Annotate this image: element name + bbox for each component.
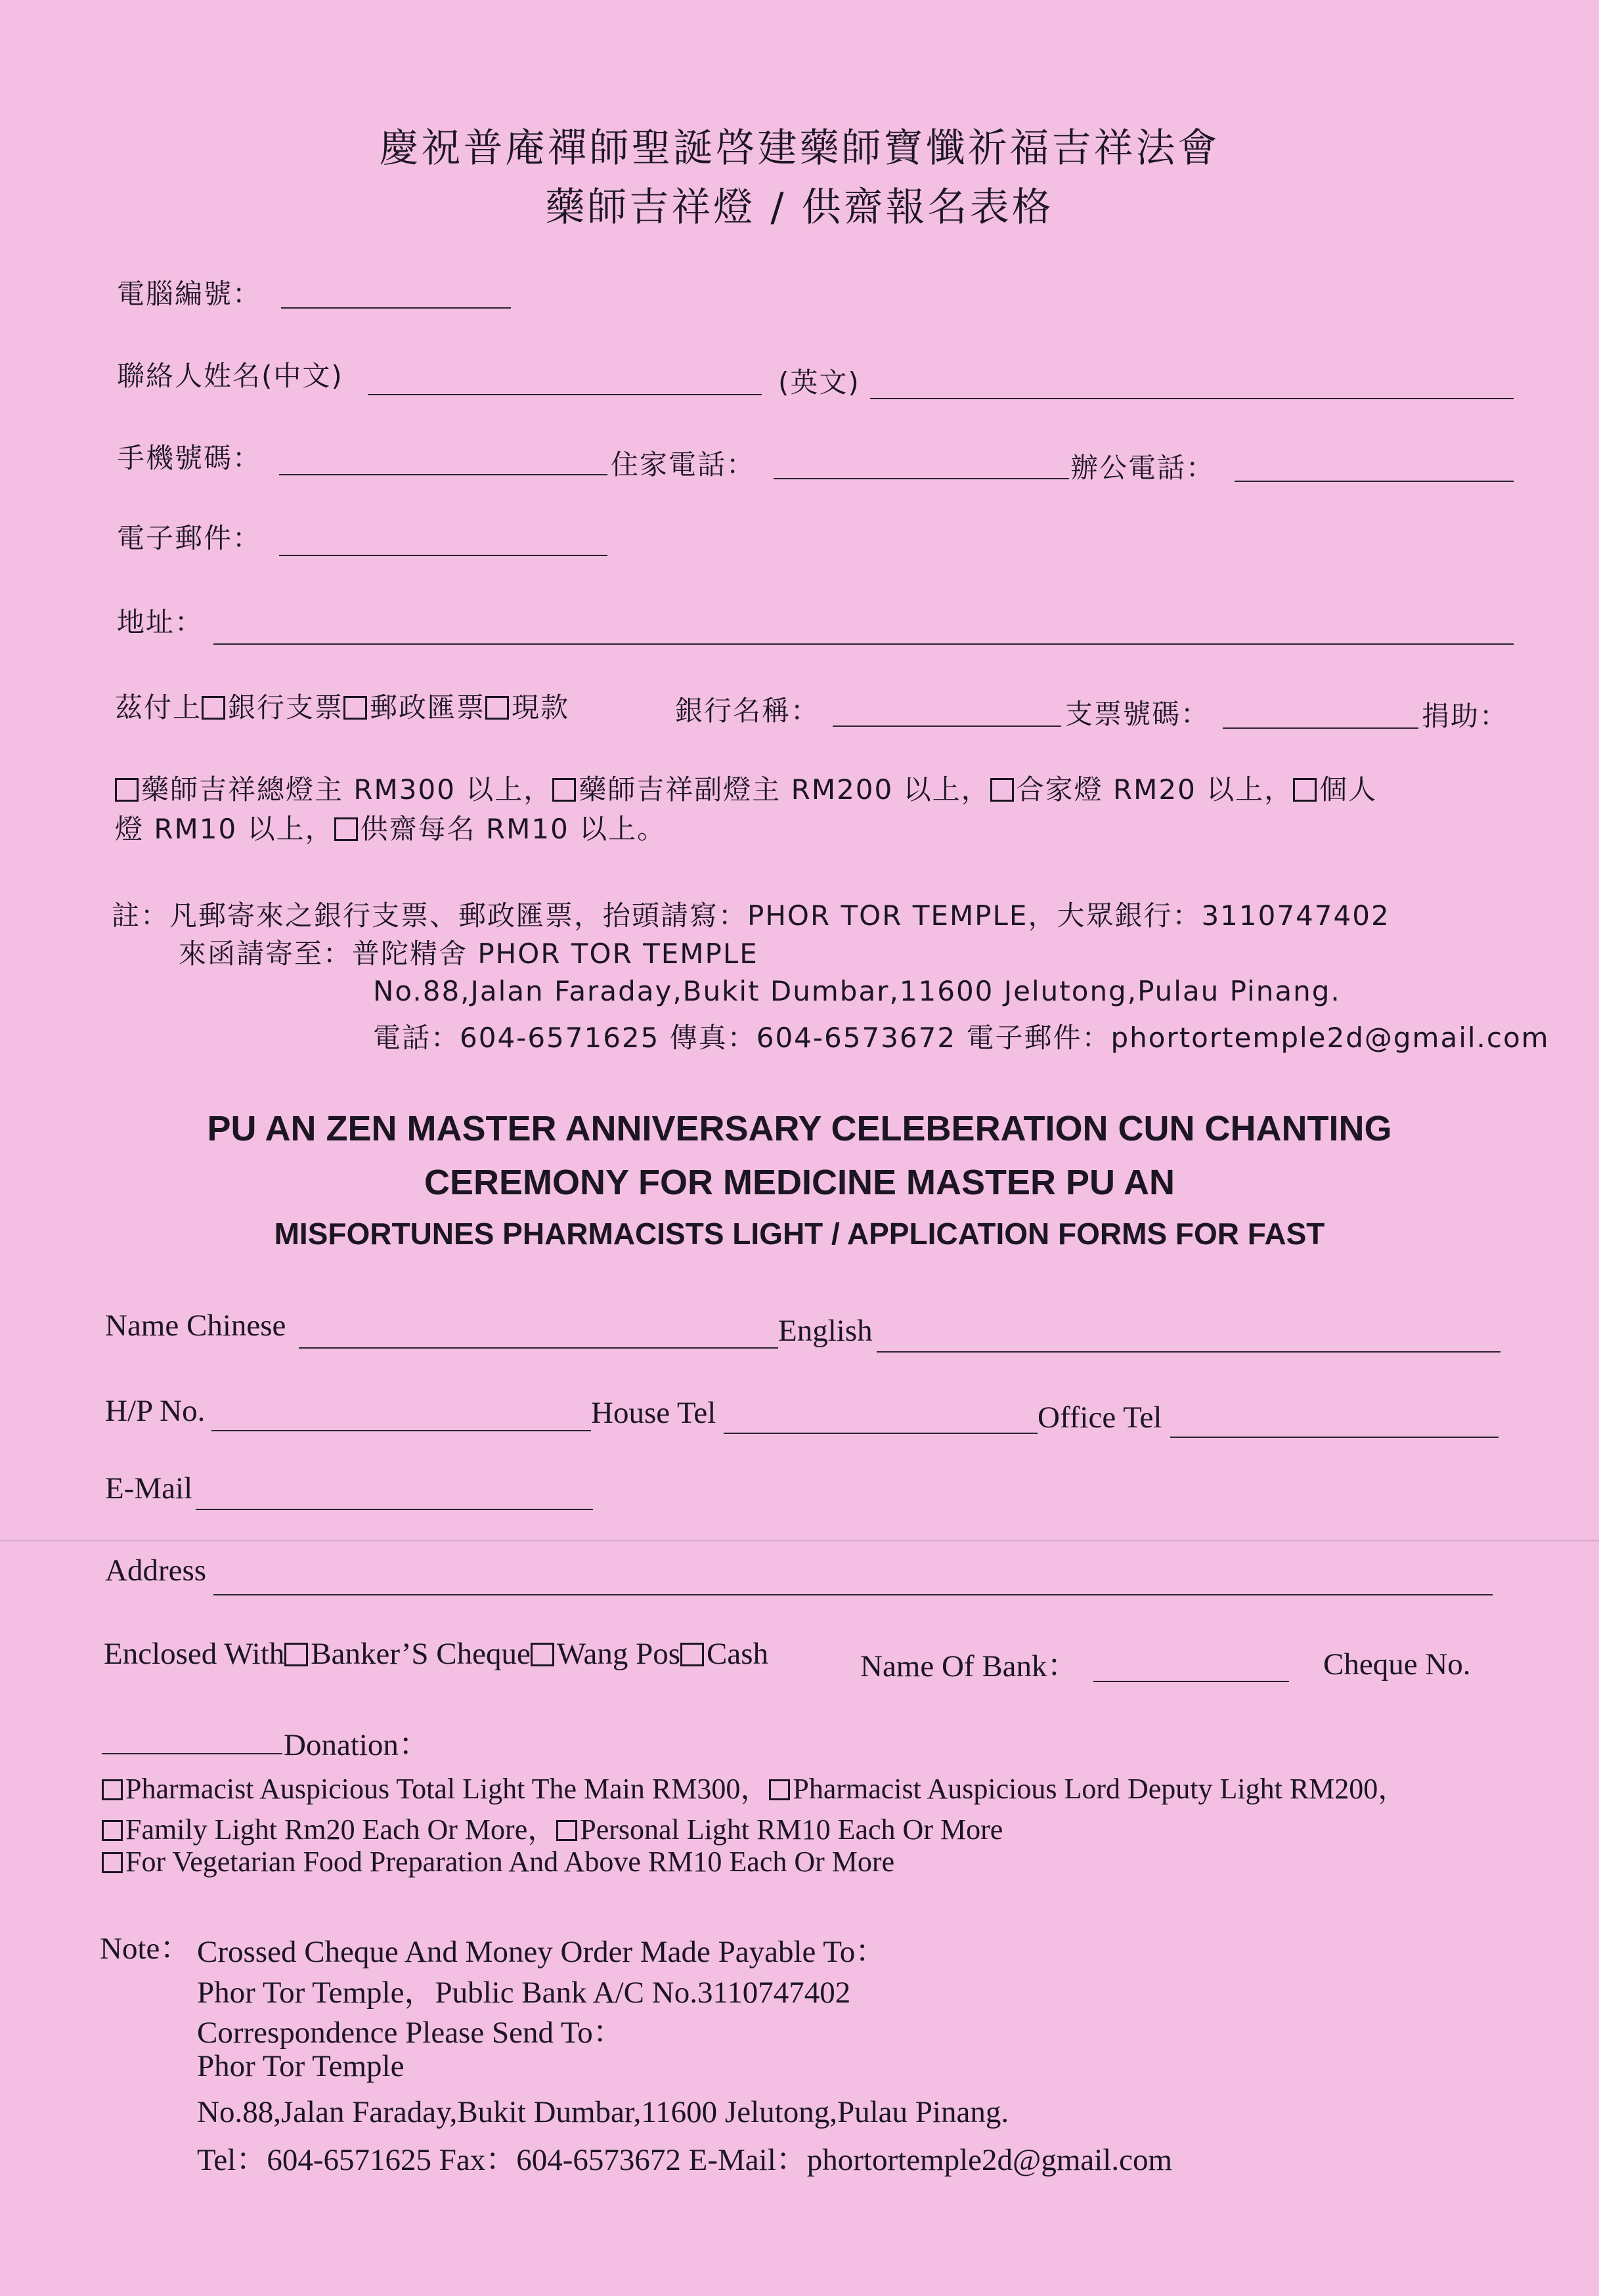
donation-label: 捐助： [1422,700,1509,732]
bank-name-en-field[interactable] [1093,1681,1289,1682]
office-tel-label: Office Tel [1038,1400,1162,1435]
cheque-option-label: 銀行支票 [228,691,344,724]
personal-light-en-checkbox[interactable] [556,1820,577,1841]
cheque-no-label: 支票號碼： [1065,698,1210,730]
en-light-options-row1 [102,1765,1407,1807]
bankers-cheque-label: Banker’S Cheque [311,1637,531,1671]
light-options-row2 [115,808,666,847]
vegetarian-fast-checkbox[interactable] [334,817,358,841]
main-light-en-label: Pharmacist Auspicious Total Light The Main RM300， [125,1773,770,1805]
donation-amount-field[interactable] [102,1753,282,1754]
chinese-note-line3: No.88,Jalan Faraday,Bukit Dumbar,11600 Jelutong,Pulau Pinang. [373,975,1341,1007]
family-light-label: 合家燈 RM20 以上， [1016,773,1294,806]
family-light-checkbox[interactable] [990,778,1014,802]
english-title-line3: MISFORTUNES PHARMACISTS LIGHT / APPLICATION FORMS FOR FAST [274,1217,1325,1251]
vegetarian-fast-en-checkbox[interactable] [102,1852,123,1873]
cheque-checkbox[interactable] [202,696,225,720]
english-note-line2: Phor Tor Temple，Public Bank A/C No.3110747402 [197,1976,851,2010]
computer-no-label: 電腦編號： [117,278,262,310]
mobile-field[interactable] [279,474,607,475]
contact-name-en-field[interactable] [870,398,1514,399]
english-note-line6: Tel：604-6571625 Fax：604-6573672 E-Mail：phortortemple2d@gmail.com [197,2143,1173,2177]
cash-en-checkbox[interactable] [680,1643,704,1666]
deputy-light-en-checkbox[interactable] [769,1779,790,1800]
english-title-line2: CEREMONY FOR MEDICINE MASTER PU AN [424,1163,1175,1202]
mobile-label: 手機號碼： [117,442,262,474]
name-chinese-field[interactable] [299,1347,778,1349]
money-order-option-label: 郵政匯票 [370,691,486,724]
office-tel-field[interactable] [1235,481,1514,482]
wang-pos-label: Wang Pos [556,1637,680,1671]
english-note-line4: Phor Tor Temple [197,2049,405,2083]
english-note-line1: Crossed Cheque And Money Order Made Payable To： [197,1935,887,1969]
contact-name-cn-label: 聯絡人姓名(中文) [117,360,343,392]
enclosed-with-label: Enclosed With [104,1637,285,1671]
light-options-row1 [115,768,1377,808]
cash-option-label: 現款 [512,691,570,724]
vegetarian-fast-label: 供齋每名 RM10 以上。 [360,813,667,845]
english-note-line3: Correspondence Please Send To： [197,2016,624,2050]
home-tel-field[interactable] [774,478,1069,479]
deputy-light-en-label: Pharmacist Auspicious Lord Deputy Light RM200， [793,1773,1407,1805]
name-chinese-label: Name Chinese [105,1309,286,1343]
bank-name-en-label: Name Of Bank： [860,1649,1078,1683]
english-name-label: English [778,1314,873,1348]
house-tel-label: House Tel [591,1396,716,1430]
english-note-label: Note： [100,1932,191,1966]
email-label: 電子郵件： [117,522,262,554]
bankers-cheque-checkbox[interactable] [284,1643,308,1666]
contact-name-cn-field[interactable] [368,394,762,395]
email-field[interactable] [279,555,607,556]
deputy-light-label: 藥師吉祥副燈主 RM200 以上， [579,773,990,806]
payment-method-row [115,686,569,726]
chinese-note-line2: 來函請寄至：普陀精舍 PHOR TOR TEMPLE [179,938,758,970]
computer-no-field[interactable] [281,307,511,309]
vegetarian-fast-en-label: For Vegetarian Food Preparation And Above RM10 Each Or More [125,1846,895,1878]
bank-name-label: 銀行名稱： [675,695,820,727]
bank-name-field[interactable] [833,726,1061,727]
chinese-note-line1: 註：凡郵寄來之銀行支票、郵政匯票，抬頭請寫：PHOR TOR TEMPLE，大眾銀行：3110747402 [112,899,1390,932]
main-light-en-checkbox[interactable] [102,1779,123,1800]
cash-checkbox[interactable] [485,696,509,720]
personal-light-checkbox[interactable] [1293,778,1317,802]
donation-en-label: Donation： [284,1728,429,1762]
wang-pos-checkbox[interactable] [531,1643,554,1666]
email-en-field[interactable] [196,1509,593,1510]
cheque-no-en-label: Cheque No. [1323,1647,1471,1681]
personal-light-label-cont: 燈 RM10 以上， [115,813,334,845]
personal-light-label: 個人 [1319,773,1378,806]
family-light-en-label: Family Light Rm20 Each Or More， [125,1813,557,1846]
english-title-line1: PU AN ZEN MASTER ANNIVERSARY CELEBERATION CUN CHANTING [207,1109,1392,1148]
email-en-label: E-Mail [105,1471,193,1505]
chinese-title-line2: 藥師吉祥燈 / 供齋報名表格 [545,184,1054,230]
chinese-title-line1: 慶祝普庵禪師聖誕啓建藥師寶懺祈福吉祥法會 [379,125,1220,171]
cheque-no-field[interactable] [1223,727,1418,729]
english-note-line5: No.88,Jalan Faraday,Bukit Dumbar,11600 Jelutong,Pulau Pinang. [197,2095,1009,2129]
address-field[interactable] [213,643,1514,645]
hp-no-label: H/P No. [105,1394,206,1428]
hp-no-field[interactable] [211,1430,591,1431]
money-order-checkbox[interactable] [343,696,367,720]
en-light-options-row3 [102,1845,894,1878]
en-light-options-row2 [102,1806,1003,1848]
house-tel-field[interactable] [724,1433,1038,1434]
contact-name-en-label: (英文) [778,366,860,399]
chinese-note-line4: 電話：604-6571625 傳真：604-6573672 電子郵件：phortortemple2d@gmail.com [373,1022,1550,1054]
home-tel-label: 住家電話： [611,448,756,481]
main-light-label: 藥師吉祥總燈主 RM300 以上， [141,773,553,806]
payment-prefix: 茲付上 [115,691,202,724]
enclosed-with-row [104,1636,768,1672]
family-light-en-checkbox[interactable] [102,1820,123,1841]
office-tel-label: 辦公電話： [1070,452,1216,484]
personal-light-en-label: Personal Light RM10 Each Or More [580,1813,1003,1846]
english-name-field[interactable] [877,1351,1500,1353]
deputy-light-checkbox[interactable] [552,778,576,802]
address-en-label: Address [105,1553,207,1588]
office-tel-en-field[interactable] [1170,1437,1499,1438]
main-light-checkbox[interactable] [115,778,139,802]
cash-en-label: Cash [707,1637,768,1671]
address-label: 地址： [117,606,204,638]
paper-fold [0,1540,1599,1542]
address-en-field[interactable] [213,1594,1493,1595]
